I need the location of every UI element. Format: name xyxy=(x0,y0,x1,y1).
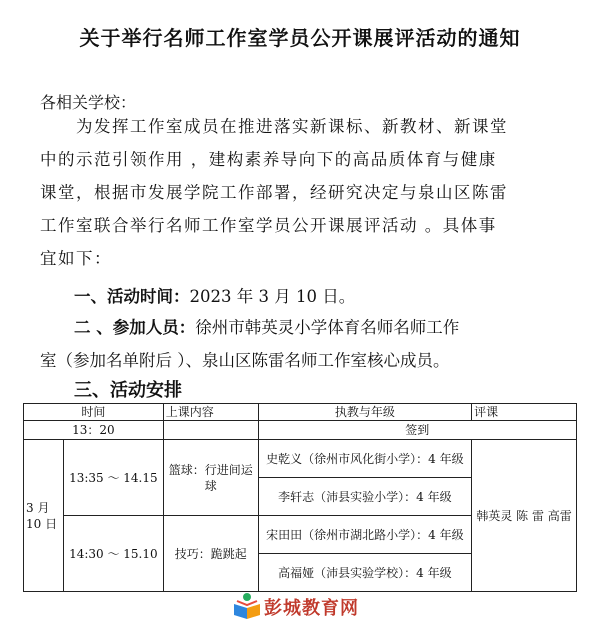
paragraph-line: 为发挥工作室成员在推进落实新课标、新教材、新课堂 xyxy=(76,117,508,136)
date-cell: 3 月 10 日 xyxy=(24,440,64,592)
header-review: 评课 xyxy=(472,404,577,421)
section-heading: 一、活动时间： xyxy=(74,287,190,306)
table-row xyxy=(24,440,577,478)
section-heading: 三、活动安排 xyxy=(74,380,182,401)
slot2-content: 技巧：跪跳起 xyxy=(163,516,258,592)
header-time: 时间 xyxy=(24,404,164,421)
intro-paragraph xyxy=(40,110,560,275)
section-text: 徐州市韩英灵小学体育名师名师工作 xyxy=(195,318,460,337)
paragraph-line: 工作室联合举行名师工作室学员公开课展评活动 。具体事 xyxy=(40,216,497,235)
section-activity-time xyxy=(74,283,355,307)
paragraph-line: 课堂，根据市发展学院工作部署，经研究决定与泉山区陈雷 xyxy=(40,183,508,202)
paragraph-line: 宜如下： xyxy=(40,249,112,268)
slot2-teacher-1: 宋田田（徐州市湖北路小学）：4 年级 xyxy=(258,516,472,554)
signin-time: 13：20 xyxy=(24,421,164,440)
salutation: 各相关学校： xyxy=(40,93,137,112)
signin-label: 签到 xyxy=(258,421,576,440)
slot1-teacher-1: 史乾义（徐州市风化街小学）：4 年级 xyxy=(258,440,472,478)
slot1-teacher-2: 李轩志（沛县实验小学）：4 年级 xyxy=(258,478,472,516)
section-schedule xyxy=(74,376,182,402)
section-participants xyxy=(74,314,459,338)
header-teacher: 执教与年级 xyxy=(258,404,472,421)
slot2-teacher-2: 高福娅（沛县实验学校）：4 年级 xyxy=(258,554,472,592)
slot1-content: 篮球：行进间运球 xyxy=(163,440,258,516)
table-row xyxy=(24,421,577,440)
schedule-table xyxy=(23,403,577,592)
section-text: 2023 年 3 月 10 日。 xyxy=(189,287,356,306)
slot2-time: 14:30 ～ 15.10 xyxy=(63,516,163,592)
reviewers: 韩英灵 陈 雷 高雷 xyxy=(472,440,577,592)
book-logo-icon xyxy=(232,592,262,620)
slot1-time: 13:35 ～ 14.15 xyxy=(63,440,163,516)
header-content: 上课内容 xyxy=(163,404,258,421)
table-header-row xyxy=(24,404,577,421)
paragraph-line: 中的示范引领作用 ，建构素养导向下的高品质体育与健康 xyxy=(40,150,497,169)
section-heading: 二 、参加人员： xyxy=(74,318,196,337)
document-title: 关于举行名师工作室学员公开课展评活动的通知 xyxy=(79,26,521,50)
section-participants-continued: 室（参加名单附后 ）、泉山区陈雷名师工作室核心成员。 xyxy=(40,351,450,370)
watermark-text: 彭城教育网 xyxy=(264,598,359,619)
